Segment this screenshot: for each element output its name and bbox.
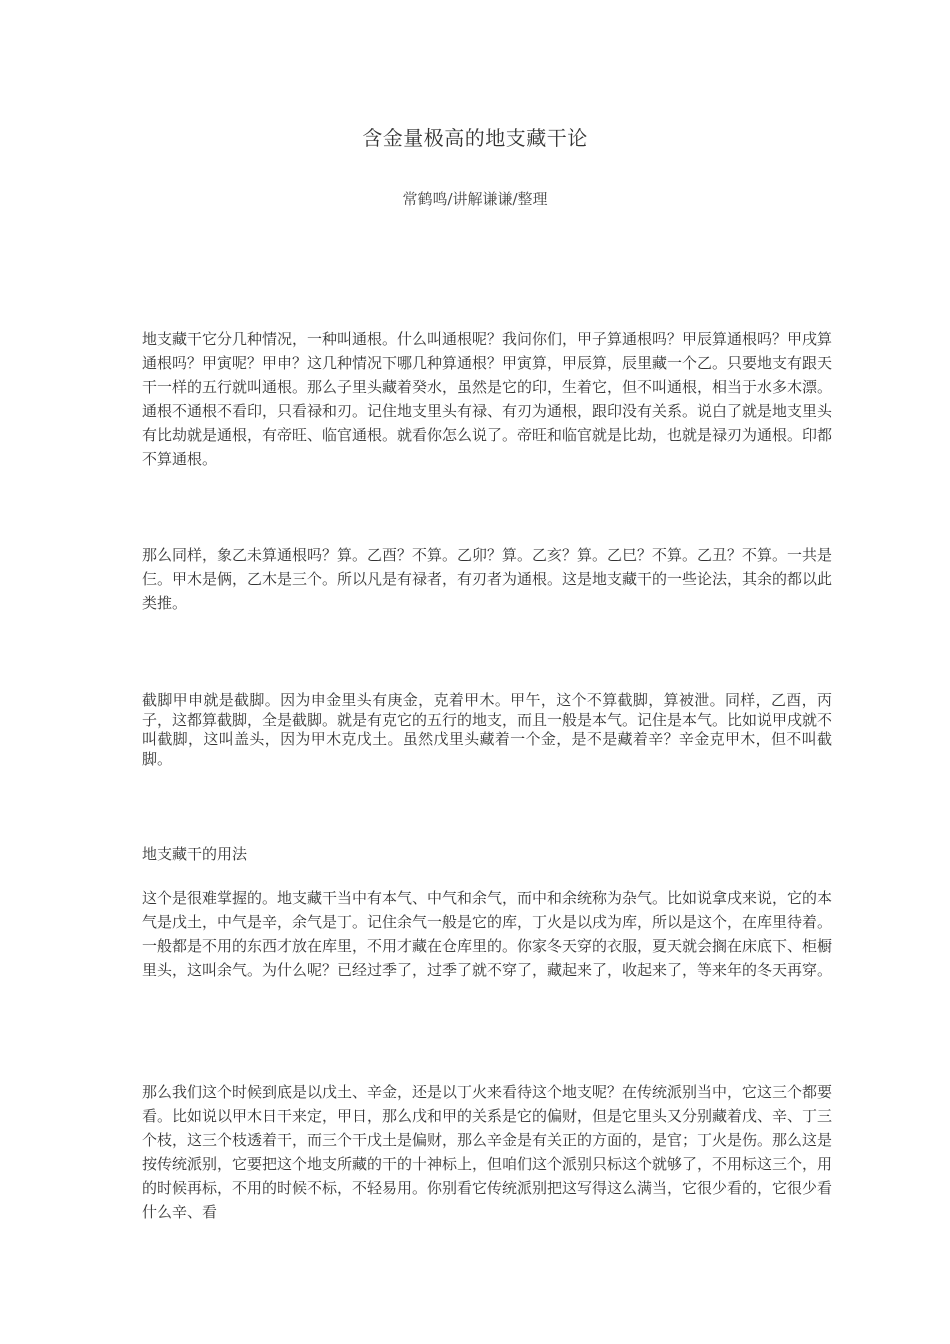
paragraph-tonggen: 地支藏干它分几种情况，一种叫通根。什么叫通根呢？我问你们，甲子算通根吗？甲辰算通根吗？甲戌算通根吗？甲寅呢？甲申？这几种情况下哪几种算通根？甲寅算，甲辰算，辰里藏一个乙。只要地支有跟天干一样的五行就叫通根。那么子里头藏着癸水，虽然是它的印，生着它，但不叫通根，相当于水多木漂。通根不通根不看印，只看禄和刃。记住地支里头有禄、有刃为通根，跟印没有关系。说白了就是地支里头有比劫就是通根，有帝旺、临官通根。就看你怎么说了。帝旺和临官就是比劫，也就是禄刃为通根。印都不算通根。 — [142, 330, 833, 468]
paragraph-zaqi: 这个是很难掌握的。地支藏干当中有本气、中气和余气，而中和余统称为杂气。比如说拿戌来说，它的本气是戊土，中气是辛，余气是丁。记住余气一般是它的库，丁火是以戌为库，所以是这个，在库里待着。一般都是不用的东西才放在库里，不用才藏在仓库里的。你家冬天穿的衣服，夏天就会搁在床底下、柜橱里头，这叫余气。为什么呢？已经过季了，过季了就不穿了，藏起来了，收起来了，等来年的冬天再穿。 — [142, 889, 833, 979]
paragraph-jiejiao: 截脚甲申就是截脚。因为申金里头有庚金，克着甲木。甲午，这个不算截脚，算被泄。同样，乙酉，丙子，这都算截脚，全是截脚。就是有克它的五行的地支，而且一般是本气。记住是本气。比如说甲戌就不叫截脚，这叫盖头，因为甲木克戊土。虽然戊里头藏着一个金，是不是藏着辛？辛金克甲木，但不叫截脚。 — [142, 691, 833, 768]
paragraph-traditional-school: 那么我们这个时候到底是以戊土、辛金，还是以丁火来看待这个地支呢？在传统派别当中，它这三个都要看。比如说以甲木日干来定，甲日，那么戊和甲的关系是它的偏财，但是它里头又分别藏着戊、辛、丁三个枝，这三个枝透着干，而三个干戊土是偏财，那么辛金是有关正的方面的，是官；丁火是伤。那么这是按传统派别，它要把这个地支所藏的干的十神标上，但咱们这个派别只标这个就够了，不用标这三个，用的时候再标，不用的时候不标，不轻易用。你别看它传统派别把这写得这么满当，它很少看的，它很少看什么辛、看 — [142, 1083, 833, 1221]
document-title: 含金量极高的地支藏干论 — [362, 126, 588, 150]
section-heading: 地支藏干的用法 — [142, 845, 248, 863]
paragraph-yi-examples: 那么同样，象乙未算通根吗？算。乙酉？不算。乙卯？算。乙亥？算。乙巳？不算。乙丑？不算。一共是仨。甲木是俩，乙木是三个。所以凡是有禄者，有刃者为通根。这是地支藏干的一些论法，其余的都以此类推。 — [142, 546, 833, 612]
author-line: 常鹤鸣/讲解谦谦/整理 — [402, 190, 548, 208]
